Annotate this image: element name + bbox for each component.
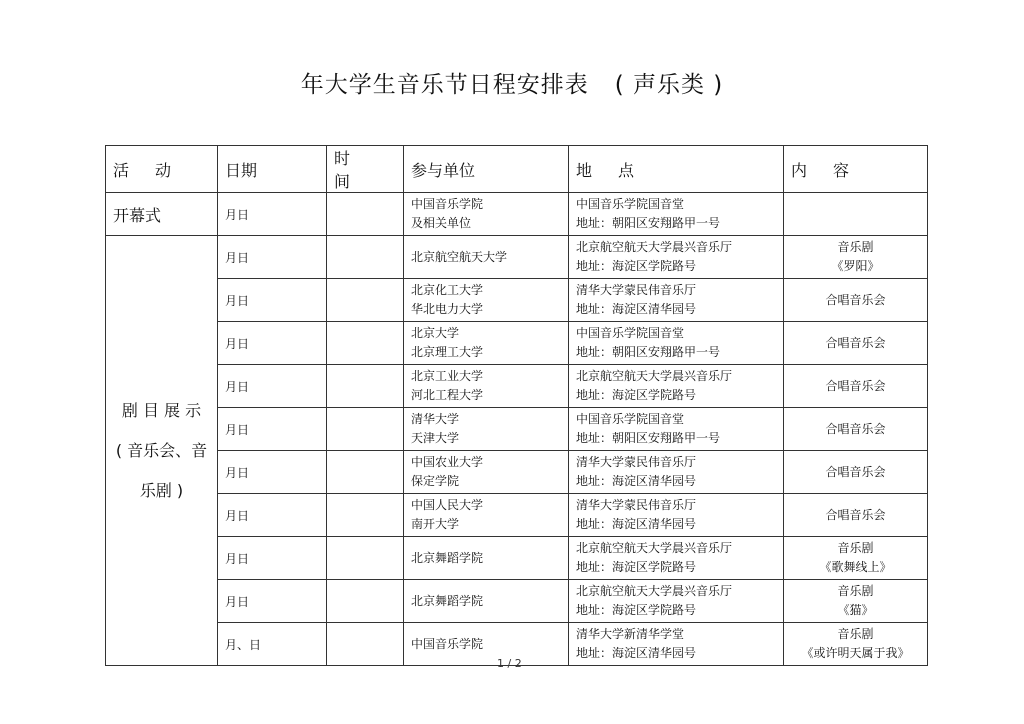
row-venue-address: 地址：朝阳区安翔路甲一号 <box>576 345 721 359</box>
row-units <box>404 537 569 580</box>
row-date: 月日 <box>218 494 327 537</box>
row-units-line2: 保定学院 <box>411 474 460 488</box>
row-content-line1: 音乐剧 <box>837 627 874 641</box>
title-subtitle: ( 声乐类 ) <box>614 72 724 98</box>
row-content-line1: 合唱音乐会 <box>825 507 886 522</box>
row-units <box>404 580 569 623</box>
row-venue-address: 地址：海淀区学院路号 <box>576 560 697 574</box>
row-units <box>404 451 569 494</box>
row-venue-name: 北京航空航天大学晨兴音乐厅 <box>576 541 733 555</box>
row-units-line1: 中国音乐学院 <box>411 636 484 651</box>
opening-venue-address: 地址：朝阳区安翔路甲一号 <box>576 216 721 230</box>
row-venue-address: 地址：海淀区清华园号 <box>576 646 697 660</box>
row-content <box>784 408 928 451</box>
row-venue-name: 中国音乐学院国音堂 <box>576 326 685 340</box>
row-venue <box>569 408 784 451</box>
section-label-line2: ( 音乐会、音 <box>115 440 208 460</box>
opening-venue-name: 中国音乐学院国音堂 <box>576 197 685 211</box>
row-content-line1: 合唱音乐会 <box>825 335 886 350</box>
row-time <box>327 236 404 279</box>
page-indicator: 1 / 2 <box>497 657 522 670</box>
schedule-row <box>106 451 928 494</box>
header-date: 日期 <box>218 146 327 193</box>
section-label-line3: 乐剧 ) <box>139 480 184 500</box>
row-content <box>784 623 928 666</box>
schedule-table <box>105 145 928 666</box>
row-time <box>327 623 404 666</box>
row-venue-name: 北京航空航天大学晨兴音乐厅 <box>576 369 733 383</box>
row-units-line1: 清华大学 <box>411 412 460 426</box>
row-content-line1: 合唱音乐会 <box>825 292 886 307</box>
row-venue <box>569 537 784 580</box>
schedule-row <box>106 408 928 451</box>
row-venue-address: 地址：海淀区清华园号 <box>576 302 697 316</box>
row-units-line1: 中国农业大学 <box>411 455 484 469</box>
row-time <box>327 451 404 494</box>
section-label-line1: 剧 目 展 示 <box>121 400 202 420</box>
row-units-line2: 河北工程大学 <box>411 388 484 402</box>
row-units-line1: 北京舞蹈学院 <box>411 550 484 565</box>
header-time: 时间 <box>327 146 404 193</box>
row-time <box>327 279 404 322</box>
page-bottom-cutoff <box>105 667 928 724</box>
row-content-line1: 合唱音乐会 <box>825 378 886 393</box>
row-time <box>327 408 404 451</box>
row-content-line2: 《罗阳》 <box>831 259 880 273</box>
row-venue <box>569 279 784 322</box>
row-date: 月日 <box>218 322 327 365</box>
row-venue-name: 北京航空航天大学晨兴音乐厅 <box>576 584 733 598</box>
row-content <box>784 580 928 623</box>
row-units <box>404 408 569 451</box>
row-venue <box>569 365 784 408</box>
row-venue-address: 地址：海淀区学院路号 <box>576 388 697 402</box>
header-activity: 活动 <box>106 146 218 193</box>
opening-units <box>404 193 569 236</box>
schedule-row <box>106 279 928 322</box>
row-venue <box>569 451 784 494</box>
opening-date: 月日 <box>218 193 327 236</box>
row-venue-address: 地址：海淀区清华园号 <box>576 517 697 531</box>
row-venue-name: 清华大学新清华学堂 <box>576 627 685 641</box>
opening-time <box>327 193 404 236</box>
row-units <box>404 494 569 537</box>
row-date: 月日 <box>218 365 327 408</box>
row-venue-name: 北京航空航天大学晨兴音乐厅 <box>576 240 733 254</box>
opening-units-line2: 及相关单位 <box>411 216 472 230</box>
title-main: 年大学生音乐节日程安排表 <box>300 72 589 98</box>
row-content-line2: 《或许明天属于我》 <box>801 646 910 660</box>
row-units <box>404 236 569 279</box>
row-venue <box>569 322 784 365</box>
row-units-line2: 北京理工大学 <box>411 345 484 359</box>
opening-row <box>106 193 928 236</box>
row-venue-address: 地址：海淀区学院路号 <box>576 259 697 273</box>
row-units-line1: 北京舞蹈学院 <box>411 593 484 608</box>
row-date: 月日 <box>218 279 327 322</box>
row-units-line2: 华北电力大学 <box>411 302 484 316</box>
row-content <box>784 537 928 580</box>
row-content-line1: 音乐剧 <box>837 584 874 598</box>
row-content <box>784 279 928 322</box>
row-time <box>327 322 404 365</box>
row-content-line1: 音乐剧 <box>837 541 874 555</box>
row-date: 月日 <box>218 408 327 451</box>
row-venue-address: 地址：海淀区清华园号 <box>576 474 697 488</box>
row-date: 月日 <box>218 537 327 580</box>
row-units <box>404 279 569 322</box>
schedule-row <box>106 322 928 365</box>
row-content <box>784 451 928 494</box>
row-content-line1: 合唱音乐会 <box>825 421 886 436</box>
row-venue-name: 清华大学蒙民伟音乐厅 <box>576 283 697 297</box>
row-units-line2: 南开大学 <box>411 517 460 531</box>
row-venue <box>569 236 784 279</box>
row-time <box>327 494 404 537</box>
row-units <box>404 623 569 666</box>
row-time <box>327 580 404 623</box>
opening-venue <box>569 193 784 236</box>
row-content <box>784 494 928 537</box>
section-label <box>106 236 218 666</box>
row-date: 月日 <box>218 236 327 279</box>
schedule-row <box>106 365 928 408</box>
header-content: 内容 <box>784 146 928 193</box>
opening-content <box>784 193 928 236</box>
row-venue <box>569 623 784 666</box>
row-date: 月、日 <box>218 623 327 666</box>
schedule-row <box>106 580 928 623</box>
header-row <box>106 146 928 193</box>
row-content <box>784 322 928 365</box>
row-content-line2: 《猫》 <box>837 603 874 617</box>
row-date: 月日 <box>218 451 327 494</box>
row-content-line1: 音乐剧 <box>837 240 874 254</box>
opening-activity: 开幕式 <box>106 193 218 236</box>
row-venue <box>569 580 784 623</box>
row-time <box>327 365 404 408</box>
row-units <box>404 322 569 365</box>
header-venue: 地点 <box>569 146 784 193</box>
row-units-line1: 北京工业大学 <box>411 369 484 383</box>
row-content <box>784 236 928 279</box>
opening-units-line1: 中国音乐学院 <box>411 197 484 211</box>
page-title <box>0 66 1024 99</box>
row-venue-address: 地址：朝阳区安翔路甲一号 <box>576 431 721 445</box>
row-venue <box>569 494 784 537</box>
row-venue-name: 中国音乐学院国音堂 <box>576 412 685 426</box>
row-venue-name: 清华大学蒙民伟音乐厅 <box>576 455 697 469</box>
schedule-body <box>106 236 928 666</box>
schedule-row <box>106 537 928 580</box>
row-date: 月日 <box>218 580 327 623</box>
schedule-row <box>106 494 928 537</box>
row-content-line2: 《歌舞线上》 <box>819 560 892 574</box>
schedule-row <box>106 236 928 279</box>
row-units-line1: 北京化工大学 <box>411 283 484 297</box>
row-content-line1: 合唱音乐会 <box>825 464 886 479</box>
header-units: 参与单位 <box>404 146 569 193</box>
row-units-line1: 中国人民大学 <box>411 498 484 512</box>
row-venue-name: 清华大学蒙民伟音乐厅 <box>576 498 697 512</box>
row-units-line1: 北京航空航天大学 <box>411 249 508 264</box>
row-units <box>404 365 569 408</box>
row-content <box>784 365 928 408</box>
row-units-line2: 天津大学 <box>411 431 460 445</box>
row-time <box>327 537 404 580</box>
row-units-line1: 北京大学 <box>411 326 460 340</box>
row-venue-address: 地址：海淀区学院路号 <box>576 603 697 617</box>
